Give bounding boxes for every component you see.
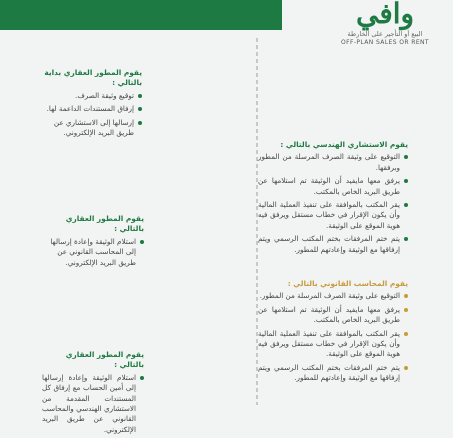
developer-panel-5 <box>42 350 144 438</box>
top-banner <box>0 0 282 30</box>
panel-title: يقوم المطور العقاري بداية بالتالي : <box>44 68 142 88</box>
brand-block <box>328 0 442 46</box>
developer-panel-3 <box>42 214 144 271</box>
panel-title: يقوم الاستشاري الهندسي بالتالي : <box>280 140 408 149</box>
developer-panel-1 <box>42 68 142 141</box>
panel-item: التوقيع على وثيقة الصرف المرسلة من المطور. <box>258 291 408 301</box>
accountant-panel <box>258 279 408 387</box>
consultant-panel <box>258 140 408 258</box>
panel-title: يقوم المطور العقاري بالتالي : <box>65 350 144 370</box>
panel-item: إرفاق المستندات الداعمة لها. <box>42 104 142 114</box>
panel-title: يقوم المطور العقاري بالتالي : <box>65 214 144 234</box>
brand-subtitle-en: OFF-PLAN SALES OR RENT <box>341 39 429 46</box>
panel-item: يقر المكتب بالموافقة على تنفيذ العملية المالية وأن يكون الإقرار في خطاب مستقل ويرفق فيه هوية الموقع على الوثيقة. <box>258 329 408 360</box>
panel-item: التوقيع على وثيقة الصرف المرسلة من المطور وبرفقها. <box>258 152 408 173</box>
panel-item: استلام الوثيقة وإعادة إرسالها إلى المحاسب القانوني عن طريق البريد الإلكتروني. <box>42 237 144 268</box>
panel-item: يرفق معها مايفيد أن الوثيقة تم استلامها عن طريق البريد الخاص بالمكتب. <box>258 305 408 326</box>
panel-item: توقيع وثيقة الصرف. <box>42 91 142 101</box>
panel-item: يتم ختم المرفقات بختم المكتب الرسمي ويتم إرفاقها مع الوثيقة وإعادتهم للمطور. <box>258 234 408 255</box>
panel-item: يقر المكتب بالموافقة على تنفيذ العملية المالية وأن يكون الإقرار في خطاب مستقل ويرفق فيه هوية الموقع على الوثيقة. <box>258 200 408 231</box>
wafi-logo: وافي <box>355 0 415 30</box>
panel-item: يرفق معها مايفيد أن الوثيقة تم استلامها عن طريق البريد الخاص بالمكتب. <box>258 176 408 197</box>
panel-title: يقوم المحاسب القانوني بالتالي : <box>287 279 408 288</box>
panel-item: استلام الوثيقة وإعادة إرسالها إلى أمين الحساب مع إرفاق كل المستندات المقدمة من الاستشاري الهندسي والمحاسب القانوني عن طريق البريد الإلكتروني. <box>42 373 144 435</box>
panel-item: إرسالها إلى الاستشاري عن طريق البريد الإلكتروني. <box>42 118 142 139</box>
brand-subtitle-ar: البيع أو التأجير على الخارطة <box>347 30 423 38</box>
panel-item: يتم ختم المرفقات بختم المكتب الرسمي ويتم إرفاقها مع الوثيقة وإعادتهم للمطور. <box>258 363 408 384</box>
